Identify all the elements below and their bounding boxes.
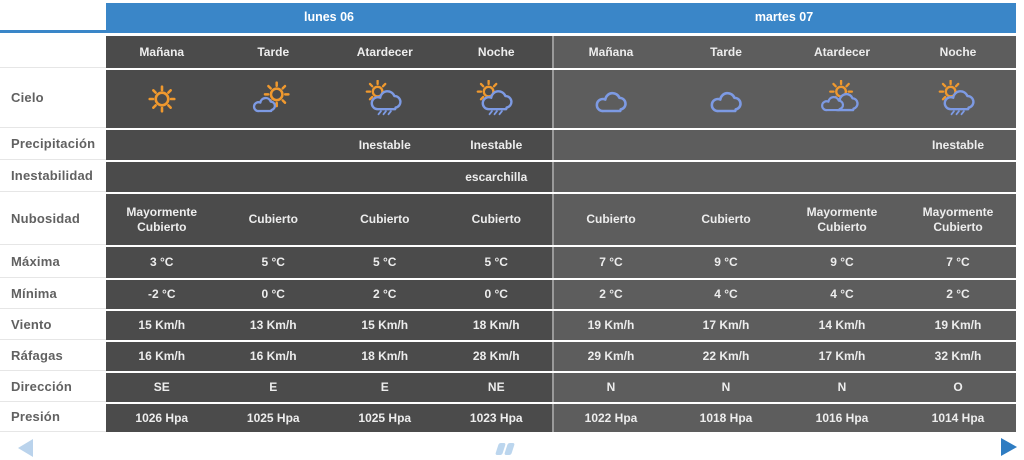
table-cell: 5 °C [329, 247, 441, 278]
table-cell: 1025 Hpa [218, 404, 330, 432]
table-cell: 4 °C [784, 280, 900, 309]
table-cell: 15 Km/h [106, 311, 218, 340]
table-cell: 32 Km/h [900, 342, 1016, 371]
table-cell: 18 Km/h [441, 311, 553, 340]
row-label: Cielo [0, 70, 106, 128]
table-cell: 3 °C [106, 247, 218, 278]
row-label: Precipitación [0, 130, 106, 160]
sky-cell [106, 70, 218, 128]
table-cell [784, 130, 900, 160]
sky-cell [552, 70, 668, 128]
table-cell: escarchilla [441, 162, 553, 192]
table-row [0, 162, 1016, 192]
table-cell: -2 °C [106, 280, 218, 309]
sky-cell [441, 70, 553, 128]
table-cell: Inestable [329, 130, 441, 160]
table-cell [218, 162, 330, 192]
time-header-atardecer: Atardecer [329, 36, 441, 68]
table-cell: 15 Km/h [329, 311, 441, 340]
table-cell: Mayormente Cubierto [106, 194, 218, 245]
sky-cell [329, 70, 441, 128]
table-cell: Cubierto [441, 194, 553, 245]
table-cell: O [900, 373, 1016, 402]
table-cell: Mayormente Cubierto [900, 194, 1016, 245]
table-cell: Cubierto [218, 194, 330, 245]
table-cell [329, 162, 441, 192]
table-cell [552, 130, 668, 160]
prev-arrow-icon[interactable] [18, 439, 33, 457]
table-cell: 17 Km/h [668, 311, 784, 340]
table-cell: NE [441, 373, 553, 402]
table-cell: 2 °C [329, 280, 441, 309]
row-label: Nubosidad [0, 194, 106, 245]
table-cell: N [668, 373, 784, 402]
table-cell: 4 °C [668, 280, 784, 309]
table-cell: 0 °C [218, 280, 330, 309]
table-cell: 1018 Hpa [668, 404, 784, 432]
row-label: Mínima [0, 280, 106, 309]
table-cell: 1025 Hpa [329, 404, 441, 432]
table-row [0, 373, 1016, 402]
table-cell: Mayormente Cubierto [784, 194, 900, 245]
table-cell: Cubierto [329, 194, 441, 245]
table-cell: Inestable [900, 130, 1016, 160]
table-row [0, 130, 1016, 160]
time-header-tarde: Tarde [668, 36, 784, 68]
row-label: Ráfagas [0, 342, 106, 371]
table-cell [668, 130, 784, 160]
cloud-icon [587, 80, 635, 118]
table-cell: 5 °C [218, 247, 330, 278]
sun-clouds-icon [818, 80, 866, 118]
table-cell: 5 °C [441, 247, 553, 278]
table-cell: 19 Km/h [900, 311, 1016, 340]
table-cell: 18 Km/h [329, 342, 441, 371]
table-cell: 0 °C [441, 280, 553, 309]
table-cell: Inestable [441, 130, 553, 160]
table-cell: 1026 Hpa [106, 404, 218, 432]
table-cell: 19 Km/h [552, 311, 668, 340]
table-cell: 1022 Hpa [552, 404, 668, 432]
time-header-manana: Mañana [106, 36, 218, 68]
table-row [0, 70, 1016, 128]
time-header-manana: Mañana [552, 36, 668, 68]
row-label: Presión [0, 404, 106, 432]
sky-cell [900, 70, 1016, 128]
table-cell: Cubierto [668, 194, 784, 245]
sun-cloud-icon [249, 80, 297, 118]
table-cell [106, 162, 218, 192]
sky-cell [668, 70, 784, 128]
table-cell: 28 Km/h [441, 342, 553, 371]
table-cell: 1014 Hpa [900, 404, 1016, 432]
next-arrow-icon[interactable] [1001, 438, 1017, 456]
sun-rain-cloud-icon [361, 80, 409, 118]
table-row [0, 194, 1016, 245]
table-cell: 7 °C [900, 247, 1016, 278]
row-label: Viento [0, 311, 106, 340]
day-header-row [0, 3, 1016, 33]
table-cell: 2 °C [552, 280, 668, 309]
table-cell: N [552, 373, 668, 402]
table-cell [106, 130, 218, 160]
table-cell: 1023 Hpa [441, 404, 553, 432]
sun-rain-cloud-icon [934, 80, 982, 118]
table-cell [668, 162, 784, 192]
table-cell: 22 Km/h [668, 342, 784, 371]
table-row [0, 342, 1016, 371]
table-cell: 16 Km/h [106, 342, 218, 371]
table-cell: 16 Km/h [218, 342, 330, 371]
table-corner [0, 3, 106, 33]
time-header-tarde: Tarde [218, 36, 330, 68]
table-cell [900, 162, 1016, 192]
sun-icon [138, 80, 186, 118]
table-cell: 9 °C [668, 247, 784, 278]
table-cell: 9 °C [784, 247, 900, 278]
table-cell: N [784, 373, 900, 402]
time-header-label-cell [0, 36, 106, 68]
table-cell: 17 Km/h [784, 342, 900, 371]
row-label: Máxima [0, 247, 106, 278]
sky-cell [784, 70, 900, 128]
day-header-lunes: lunes 06 [106, 3, 552, 33]
table-cell [552, 162, 668, 192]
row-label: Dirección [0, 373, 106, 402]
table-cell: 13 Km/h [218, 311, 330, 340]
table-row [0, 247, 1016, 278]
table-row [0, 311, 1016, 340]
time-header-noche: Noche [900, 36, 1016, 68]
table-cell: SE [106, 373, 218, 402]
time-header-atardecer: Atardecer [784, 36, 900, 68]
table-row [0, 280, 1016, 309]
table-cell: 7 °C [552, 247, 668, 278]
table-cell: Cubierto [552, 194, 668, 245]
table-cell: E [329, 373, 441, 402]
table-cell: 14 Km/h [784, 311, 900, 340]
table-cell: E [218, 373, 330, 402]
time-header-row [0, 36, 1016, 68]
table-cell: 2 °C [900, 280, 1016, 309]
sun-rain-cloud-icon [472, 80, 520, 118]
table-cell: 1016 Hpa [784, 404, 900, 432]
day-header-martes: martes 07 [552, 3, 1016, 33]
time-header-noche: Noche [441, 36, 553, 68]
table-row [0, 404, 1016, 432]
table-cell: 29 Km/h [552, 342, 668, 371]
scroll-indicator-icon [497, 442, 519, 454]
cloud-icon [702, 80, 750, 118]
table-cell [218, 130, 330, 160]
sky-cell [218, 70, 330, 128]
row-label: Inestabilidad [0, 162, 106, 192]
table-cell [784, 162, 900, 192]
